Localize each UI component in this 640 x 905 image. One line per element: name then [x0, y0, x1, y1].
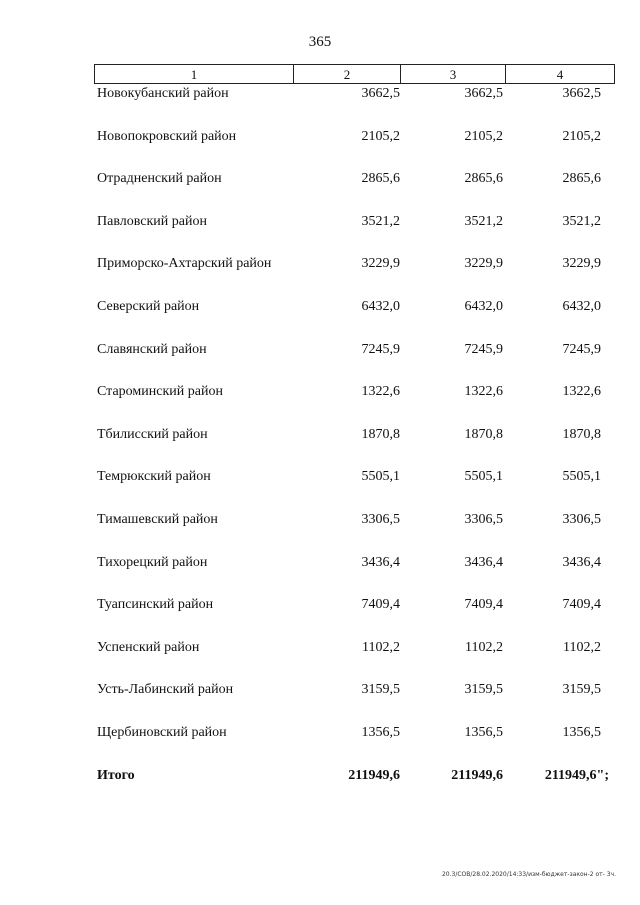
value-col-4: 3229,9 [562, 256, 601, 272]
value-col-4: 5505,1 [562, 469, 601, 485]
value-col-2: 7245,9 [361, 341, 400, 357]
value-col-4: 3436,4 [562, 554, 601, 570]
value-col-4: 1356,5 [562, 724, 601, 740]
page-number: 365 [308, 34, 332, 50]
value-col-4: 7409,4 [562, 597, 601, 613]
district-name: Отрадненский район [97, 171, 222, 187]
value-col-4: 1870,8 [562, 426, 601, 442]
value-col-4: 3306,5 [562, 511, 601, 527]
value-col-3: 3436,4 [464, 554, 503, 570]
value-col-2: 3306,5 [361, 511, 400, 527]
value-col-4: 7245,9 [562, 341, 601, 357]
district-name: Новокубанский район [97, 86, 229, 101]
value-col-3: 3521,2 [464, 213, 503, 229]
table-row [0, 597, 640, 640]
column-header-row [95, 65, 615, 84]
district-name: Павловский район [97, 213, 207, 229]
value-col-3: 3229,9 [464, 256, 503, 272]
value-col-2: 7409,4 [361, 597, 400, 613]
table-row [0, 640, 640, 683]
value-col-4: 1102,2 [563, 639, 601, 655]
total-value-col-3: 211949,6 [451, 767, 503, 783]
column-header-table [94, 64, 615, 84]
value-col-3: 2865,6 [464, 171, 503, 187]
district-name: Славянский район [97, 341, 207, 357]
district-name: Тимашевский район [97, 511, 218, 527]
table-row [0, 256, 640, 299]
total-value-col-4: 211949,6"; [544, 767, 609, 783]
value-col-4: 3159,5 [562, 682, 601, 698]
district-name: Туапсинский район [97, 597, 214, 613]
district-name: Тихорецкий район [97, 554, 208, 570]
value-col-3: 3662,5 [464, 86, 503, 101]
total-value-col-2: 211949,6 [348, 767, 400, 783]
district-name: Усть-Лабинский район [97, 682, 234, 698]
table-row [0, 725, 640, 768]
value-col-2: 3229,9 [361, 256, 400, 272]
table-row [0, 214, 640, 257]
column-header-2: 2 [294, 65, 401, 84]
district-name: Щербиновский район [97, 724, 227, 740]
total-label: Итого [97, 767, 135, 783]
value-col-2: 1322,6 [361, 384, 400, 400]
district-name: Тбилисский район [97, 426, 208, 442]
table-row [0, 129, 640, 172]
value-col-2: 3436,4 [361, 554, 400, 570]
value-col-3: 3159,5 [464, 682, 503, 698]
district-name: Успенский район [97, 639, 200, 655]
table-row [0, 682, 640, 725]
document-footer-code: 20.3/СОВ/28.02.2020/14:33/изм-бюджет-закон-2 от- 3ч. [441, 871, 616, 878]
total-row [0, 768, 640, 798]
district-name: Темрюкский район [97, 469, 211, 485]
value-col-2: 2865,6 [361, 171, 400, 187]
value-col-3: 2105,2 [464, 128, 503, 144]
value-col-3: 7245,9 [464, 341, 503, 357]
value-col-2: 3159,5 [361, 682, 400, 698]
value-col-3: 1356,5 [464, 724, 503, 740]
value-col-3: 6432,0 [464, 298, 503, 314]
value-col-4: 3662,5 [562, 86, 601, 101]
value-col-4: 6432,0 [562, 298, 601, 314]
table-row [0, 469, 640, 512]
district-name: Приморско-Ахтарский район [97, 256, 272, 272]
value-col-4: 2105,2 [562, 128, 601, 144]
district-name: Новопокровский район [97, 128, 237, 144]
value-col-3: 5505,1 [464, 469, 503, 485]
value-col-4: 1322,6 [562, 384, 601, 400]
value-col-2: 1870,8 [361, 426, 400, 442]
table-row [0, 171, 640, 214]
value-col-3: 7409,4 [464, 597, 503, 613]
table-row [0, 86, 640, 129]
value-col-2: 2105,2 [361, 128, 400, 144]
value-col-2: 5505,1 [361, 469, 400, 485]
column-header-4: 4 [506, 65, 615, 84]
column-header-1: 1 [95, 65, 294, 84]
district-table-body [0, 86, 640, 798]
value-col-3: 1322,6 [464, 384, 503, 400]
value-col-2: 3662,5 [361, 86, 400, 101]
district-name: Староминский район [97, 384, 223, 400]
value-col-3: 1870,8 [464, 426, 503, 442]
district-name: Северский район [97, 298, 200, 314]
value-col-4: 2865,6 [562, 171, 601, 187]
table-row [0, 512, 640, 555]
value-col-2: 1102,2 [362, 639, 400, 655]
value-col-4: 3521,2 [562, 213, 601, 229]
table-row [0, 555, 640, 598]
table-row [0, 427, 640, 470]
value-col-2: 3521,2 [361, 213, 400, 229]
table-row [0, 384, 640, 427]
value-col-3: 1102,2 [465, 639, 503, 655]
value-col-2: 6432,0 [361, 298, 400, 314]
value-col-3: 3306,5 [464, 511, 503, 527]
table-row [0, 342, 640, 385]
column-header-3: 3 [401, 65, 506, 84]
table-row [0, 299, 640, 342]
value-col-2: 1356,5 [361, 724, 400, 740]
